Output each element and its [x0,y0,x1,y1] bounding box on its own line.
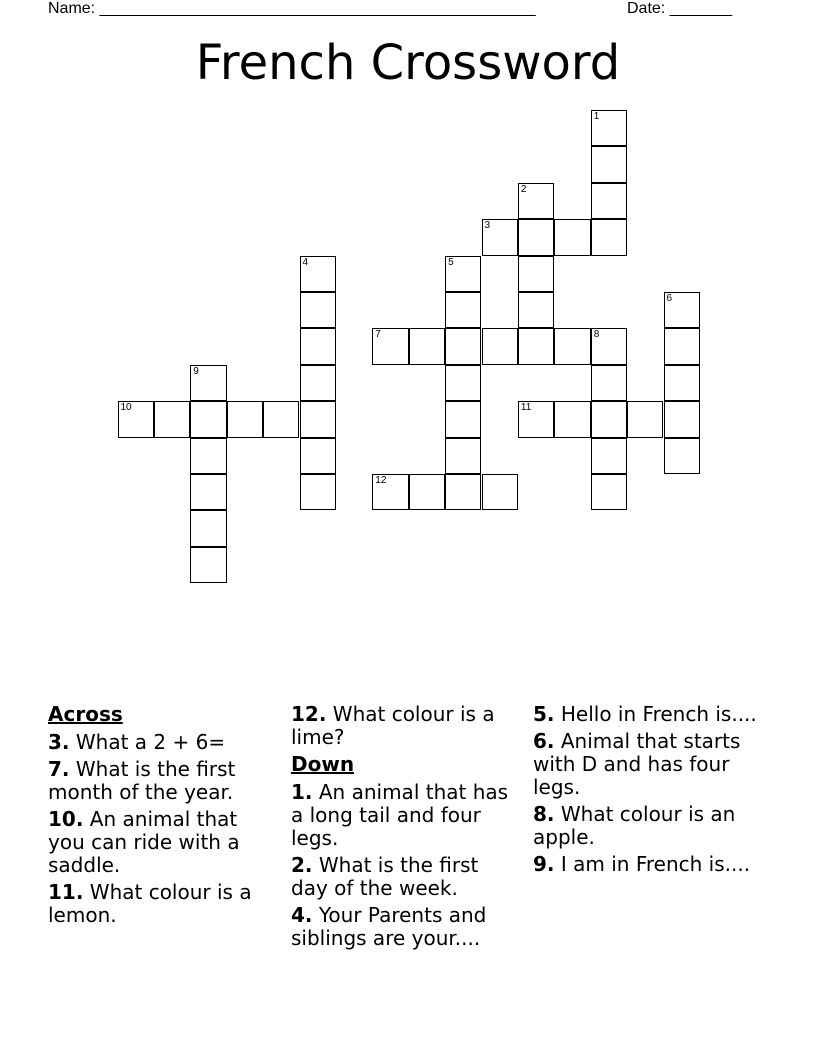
clue-across-3 [48,731,273,754]
cell-number: 8 [593,329,600,341]
crossword-cell[interactable] [445,365,481,401]
clue-across-12 [291,703,516,749]
crossword-cell[interactable] [372,474,408,510]
clue-text: Hello in French is.... [560,702,757,726]
clue-text: What a 2 + 6= [75,730,226,754]
clue-number: 10. [48,807,84,831]
crossword-cell[interactable] [190,438,226,474]
crossword-cell[interactable] [300,401,336,437]
clue-down-2 [291,854,516,900]
crossword-cell[interactable] [445,401,481,437]
crossword-cell[interactable] [445,256,481,292]
crossword-cell[interactable] [591,438,627,474]
crossword-cell[interactable] [664,401,700,437]
crossword-cell[interactable] [300,256,336,292]
cell-number: 10 [120,402,132,414]
crossword-cell[interactable] [518,256,554,292]
crossword-cell[interactable] [190,547,226,583]
crossword-cell[interactable] [664,438,700,474]
clue-text: What colour is an apple. [533,802,736,849]
clues-column-3 [533,703,768,880]
cell-number: 4 [302,256,309,268]
clue-down-8 [533,803,768,849]
clue-down-5 [533,703,768,726]
cell-number: 6 [666,293,673,304]
clues-column-2 [291,703,516,954]
crossword-cell[interactable] [154,401,190,437]
clues-column-1 [48,703,273,931]
clue-across-7 [48,758,273,804]
crossword-cell[interactable] [554,401,590,437]
crossword-cell[interactable] [591,365,627,401]
cell-number: 1 [593,111,600,122]
crossword-cell[interactable] [518,328,554,364]
crossword-cell[interactable] [409,474,445,510]
crossword-cell[interactable] [518,219,554,255]
clue-text: What colour is a lime? [291,702,495,749]
crossword-cell[interactable] [409,328,445,364]
crossword-cell[interactable] [591,219,627,255]
page-title: French Crossword [195,35,621,91]
clue-text: What is the first day of the week. [291,853,479,900]
crossword-cell[interactable] [190,365,226,401]
date-line: Date: _______ [627,0,732,17]
clue-number: 7. [48,757,70,781]
crossword-cell[interactable] [591,110,627,146]
crossword-cell[interactable] [263,401,299,437]
clue-down-6 [533,730,768,799]
crossword-cell[interactable] [190,401,226,437]
clue-down-9 [533,853,768,876]
clue-text: What is the first month of the year. [48,757,236,804]
clue-number: 2. [291,853,313,877]
cell-number: 12 [375,475,387,486]
clue-number: 8. [533,802,555,826]
crossword-cell[interactable] [445,474,481,510]
crossword-cell[interactable] [372,328,408,364]
clue-number: 12. [291,702,327,726]
crossword-cell[interactable] [482,219,518,255]
crossword-cell[interactable] [554,219,590,255]
clue-across-11 [48,881,273,927]
clue-down-4 [291,904,516,950]
cell-number: 7 [375,329,381,341]
cell-number: 5 [448,256,454,268]
cell-number: 11 [520,402,532,414]
across-heading: Across [48,702,123,726]
clue-text: An animal that you can ride with a saddle. [48,807,240,877]
clue-down-1 [291,781,516,850]
crossword-cell[interactable] [445,438,481,474]
clue-across-10 [48,808,273,877]
clue-text: Animal that starts with D and has four legs. [533,729,741,799]
crossword-cell[interactable] [518,183,554,219]
clue-text: An animal that has a long tail and four legs. [291,780,509,850]
clue-number: 6. [533,729,555,753]
crossword-cell[interactable] [482,328,518,364]
crossword-cell[interactable] [664,365,700,401]
crossword-cell[interactable] [445,328,481,364]
crossword-cell[interactable] [591,401,627,437]
crossword-cell[interactable] [664,292,700,328]
cell-number: 2 [520,183,527,195]
crossword-cell[interactable] [118,401,154,437]
crossword-cell[interactable] [300,292,336,328]
crossword-cell[interactable] [518,401,554,437]
crossword-cell[interactable] [591,328,627,364]
crossword-cell[interactable] [300,474,336,510]
clue-number: 4. [291,903,313,927]
clue-text: Your Parents and siblings are your.... [291,903,487,950]
clue-text: I am in French is.... [560,852,751,876]
crossword-cell[interactable] [445,292,481,328]
crossword-cell[interactable] [554,328,590,364]
crossword-cell[interactable] [664,328,700,364]
clue-number: 11. [48,880,84,904]
crossword-cell[interactable] [518,292,554,328]
crossword-cell[interactable] [591,146,627,182]
crossword-cell[interactable] [300,438,336,474]
name-line: Name: _________________________________________________ [48,0,536,17]
crossword-cell[interactable] [227,401,263,437]
crossword-cell[interactable] [591,183,627,219]
clue-number: 5. [533,702,555,726]
down-heading: Down [291,752,355,776]
crossword-cell[interactable] [300,365,336,401]
clue-text: What colour is a lemon. [48,880,252,927]
clue-number: 3. [48,730,70,754]
clue-number: 1. [291,780,313,804]
crossword-cell[interactable] [300,328,336,364]
cell-number: 3 [484,220,491,232]
clue-number: 9. [533,852,555,876]
crossword-cell[interactable] [190,474,226,510]
crossword-cell[interactable] [482,474,518,510]
crossword-cell[interactable] [627,401,663,437]
crossword-cell[interactable] [591,474,627,510]
cell-number: 9 [193,365,199,377]
crossword-cell[interactable] [190,510,226,546]
